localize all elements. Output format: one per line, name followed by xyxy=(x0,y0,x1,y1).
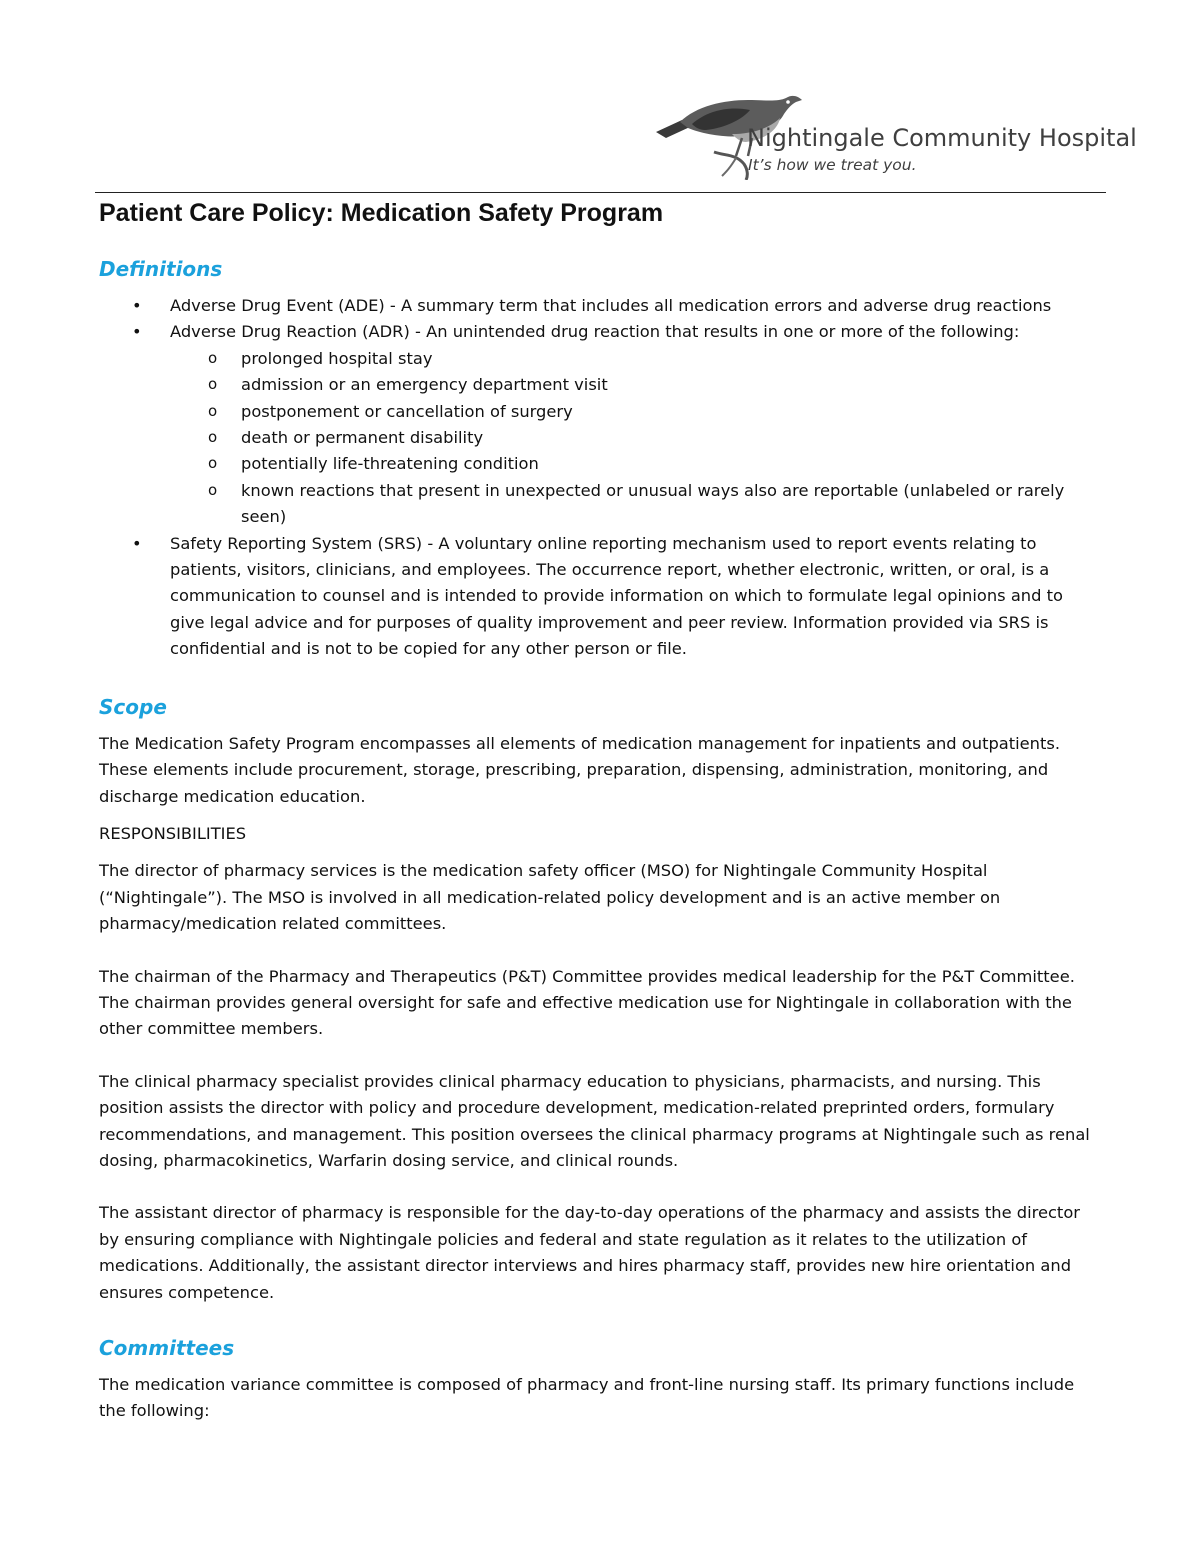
list-item: • Adverse Drug Event (ADE) - A summary term that includes all medication errors and adverse drug reactions xyxy=(99,293,1099,319)
responsibilities-heading: RESPONSIBILITIES xyxy=(99,823,247,843)
logo-tagline: It’s how we treat you. xyxy=(748,156,917,174)
sub-list-item: o potentially life-threatening condition xyxy=(170,451,1099,477)
adr-consequences-list xyxy=(170,346,1099,531)
hospital-logo xyxy=(652,80,1137,180)
sub-list-item: o death or permanent disability xyxy=(170,425,1099,451)
list-item-text: Adverse Drug Reaction (ADR) - An unintended drug reaction that results in one or more of the following: xyxy=(170,322,1020,342)
page-title: Patient Care Policy: Medication Safety Program xyxy=(99,199,664,227)
sub-list-item: o postponement or cancellation of surgery xyxy=(170,399,1099,425)
responsibility-paragraph: The chairman of the Pharmacy and Therapeutics (P&T) Committee provides medical leadership for the P&T Committee. The chairman provides general oversight for safe and effective medication use for Nightingale in collaboration with the other committee members. xyxy=(99,966,1075,1039)
committees-paragraph: The medication variance committee is composed of pharmacy and front-line nursing staff. Its primary functions include the following: xyxy=(99,1375,1075,1421)
definitions-heading: Definitions xyxy=(99,257,223,281)
sub-list-item: o known reactions that present in unexpected or unusual ways also are reportable (unlabeled or rarely seen) xyxy=(170,478,1099,531)
scope-paragraph: The Medication Safety Program encompasses all elements of medication management for inpatients and outpatients. These elements include procurement, storage, prescribing, preparation, dispensing, administration, monitoring, and discharge medication education. xyxy=(99,733,1061,806)
logo-hospital-name: Nightingale Community Hospital xyxy=(747,124,1137,152)
committees-heading: Committees xyxy=(99,1336,235,1360)
sub-list-item: o prolonged hospital stay xyxy=(170,346,1099,372)
responsibility-paragraph: The director of pharmacy services is the medication safety officer (MSO) for Nightingale Community Hospital (“Nightingale”). The MSO is involved in all medication-related policy development and is an active member on pharmacy/medication related committees. xyxy=(99,861,1001,934)
policy-document xyxy=(99,198,1099,1425)
sub-list-item: o admission or an emergency department visit xyxy=(170,372,1099,398)
header-divider xyxy=(95,192,1106,193)
definitions-list xyxy=(99,293,1099,663)
responsibility-paragraph: The clinical pharmacy specialist provides clinical pharmacy education to physicians, pharmacists, and nursing. This position assists the director with policy and procedure development, medication-related preprinted orders, formulary recommendations, and management. This position oversees the clinical pharmacy programs at Nightingale such as renal dosing, pharmacokinetics, Warfarin dosing service, and clinical rounds. xyxy=(99,1071,1090,1170)
scope-heading: Scope xyxy=(99,694,167,719)
responsibility-paragraph: The assistant director of pharmacy is responsible for the day-to-day operations of the pharmacy and assists the director by ensuring compliance with Nightingale policies and federal and state regulation as it relates to the utilization of medications. Additionally, the assistant director interviews and hires pharmacy staff, provides new hire orientation and ensures competence. xyxy=(99,1203,1080,1302)
list-item: • Safety Reporting System (SRS) - A voluntary online reporting mechanism used to report events relating to patients, visitors, clinicians, and employees. The occurrence report, whether electronic, written, or oral, is a communication to counsel and is intended to provide information on which to formulate legal opinions and to give legal advice and for purposes of quality improvement and peer review. Information provided via SRS is confidential and is not to be copied for any other person or file. xyxy=(99,531,1099,663)
list-item xyxy=(99,319,1099,530)
